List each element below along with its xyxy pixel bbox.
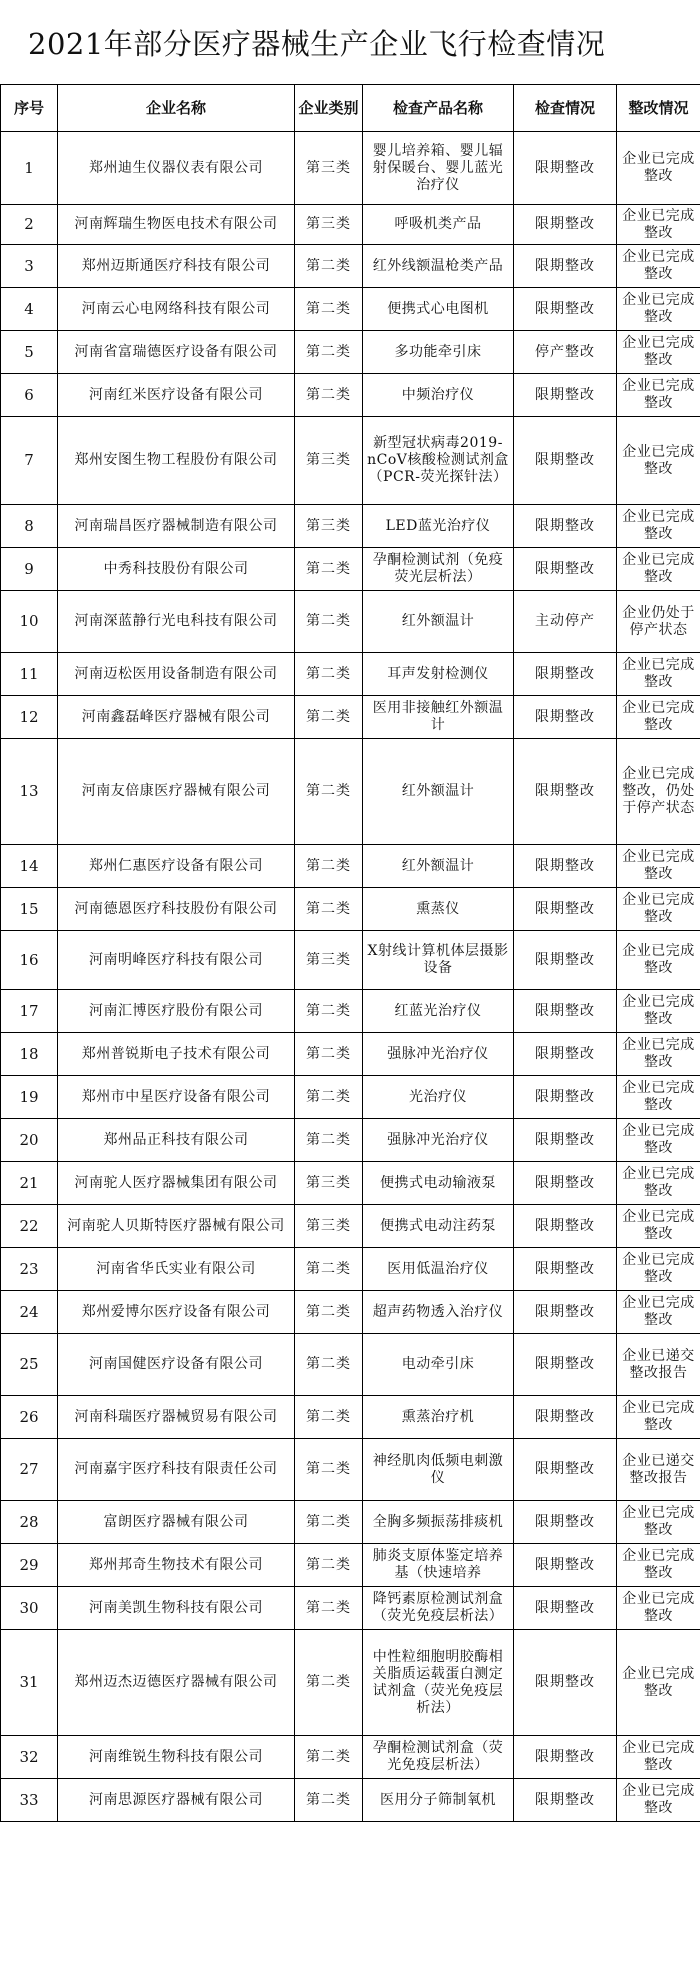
product-name-cell: 婴儿培养箱、婴儿辐射保暖台、婴儿蓝光治疗仪 <box>363 132 514 205</box>
serial-number-cell: 27 <box>1 1439 58 1501</box>
inspection-result-cell: 限期整改 <box>514 990 617 1033</box>
table-row <box>1 931 700 990</box>
company-name-cell: 河南瑞昌医疗器械制造有限公司 <box>58 505 295 548</box>
table-row <box>1 1248 700 1291</box>
company-name-cell: 河南红米医疗设备有限公司 <box>58 374 295 417</box>
company-name-cell: 河南云心电网络科技有限公司 <box>58 288 295 331</box>
inspection-result-cell: 限期整改 <box>514 417 617 505</box>
company-name-cell: 河南国健医疗设备有限公司 <box>58 1334 295 1396</box>
serial-number-cell: 30 <box>1 1587 58 1630</box>
company-name-cell: 河南德恩医疗科技股份有限公司 <box>58 888 295 931</box>
serial-number-cell: 5 <box>1 331 58 374</box>
serial-number-cell: 11 <box>1 653 58 696</box>
company-category-cell: 第二类 <box>295 990 363 1033</box>
header-rectification-status: 整改情况 <box>617 85 700 132</box>
product-name-cell: 强脉冲光治疗仪 <box>363 1033 514 1076</box>
company-name-cell: 河南深蓝静行光电科技有限公司 <box>58 591 295 653</box>
product-name-cell: LED蓝光治疗仪 <box>363 505 514 548</box>
inspection-result-cell: 限期整改 <box>514 1439 617 1501</box>
serial-number-cell: 12 <box>1 696 58 739</box>
product-name-cell: 全胸多频振荡排痰机 <box>363 1501 514 1544</box>
table-row <box>1 653 700 696</box>
serial-number-cell: 24 <box>1 1291 58 1334</box>
product-name-cell: 红外额温计 <box>363 591 514 653</box>
product-name-cell: 便携式电动输液泵 <box>363 1162 514 1205</box>
company-category-cell: 第二类 <box>295 1396 363 1439</box>
serial-number-cell: 22 <box>1 1205 58 1248</box>
serial-number-cell: 32 <box>1 1736 58 1779</box>
product-name-cell: 肺炎支原体鉴定培养基（快速培养 <box>363 1544 514 1587</box>
company-category-cell: 第二类 <box>295 1076 363 1119</box>
table-row <box>1 696 700 739</box>
company-category-cell: 第二类 <box>295 1630 363 1736</box>
company-name-cell: 河南维锐生物科技有限公司 <box>58 1736 295 1779</box>
rectification-status-cell: 企业已完成整改 <box>617 1587 700 1630</box>
product-name-cell: 强脉冲光治疗仪 <box>363 1119 514 1162</box>
header-company-category: 企业类别 <box>295 85 363 132</box>
serial-number-cell: 7 <box>1 417 58 505</box>
inspection-result-cell: 限期整改 <box>514 548 617 591</box>
rectification-status-cell: 企业已完成整改 <box>617 288 700 331</box>
product-name-cell: 超声药物透入治疗仪 <box>363 1291 514 1334</box>
company-category-cell: 第三类 <box>295 205 363 245</box>
rectification-status-cell: 企业已完成整改 <box>617 1779 700 1822</box>
inspection-result-cell: 限期整改 <box>514 288 617 331</box>
inspection-result-cell: 限期整改 <box>514 1587 617 1630</box>
serial-number-cell: 20 <box>1 1119 58 1162</box>
table-row <box>1 1544 700 1587</box>
rectification-status-cell: 企业已完成整改 <box>617 1248 700 1291</box>
inspection-result-cell: 限期整改 <box>514 1291 617 1334</box>
rectification-status-cell: 企业已完成整改 <box>617 696 700 739</box>
company-name-cell: 中秀科技股份有限公司 <box>58 548 295 591</box>
company-name-cell: 郑州迈杰迈德医疗器械有限公司 <box>58 1630 295 1736</box>
rectification-status-cell: 企业已递交整改报告 <box>617 1439 700 1501</box>
company-category-cell: 第二类 <box>295 653 363 696</box>
inspection-result-cell: 限期整改 <box>514 696 617 739</box>
rectification-status-cell: 企业已完成整改 <box>617 653 700 696</box>
rectification-status-cell: 企业已完成整改 <box>617 1291 700 1334</box>
inspection-result-cell: 限期整改 <box>514 1544 617 1587</box>
serial-number-cell: 17 <box>1 990 58 1033</box>
table-row <box>1 1736 700 1779</box>
serial-number-cell: 3 <box>1 245 58 288</box>
table-row <box>1 417 700 505</box>
table-row <box>1 888 700 931</box>
product-name-cell: 降钙素原检测试剂盒（荧光免疫层析法） <box>363 1587 514 1630</box>
product-name-cell: 多功能牵引床 <box>363 331 514 374</box>
table-row <box>1 1501 700 1544</box>
product-name-cell: 红外额温计 <box>363 739 514 845</box>
inspection-result-cell: 限期整改 <box>514 1162 617 1205</box>
company-name-cell: 富朗医疗器械有限公司 <box>58 1501 295 1544</box>
product-name-cell: 电动牵引床 <box>363 1334 514 1396</box>
company-category-cell: 第二类 <box>295 331 363 374</box>
company-category-cell: 第二类 <box>295 245 363 288</box>
company-name-cell: 郑州爱博尔医疗设备有限公司 <box>58 1291 295 1334</box>
inspection-result-cell: 限期整改 <box>514 1501 617 1544</box>
company-name-cell: 郑州安图生物工程股份有限公司 <box>58 417 295 505</box>
serial-number-cell: 33 <box>1 1779 58 1822</box>
inspection-result-cell: 限期整改 <box>514 1630 617 1736</box>
product-name-cell: 医用分子筛制氧机 <box>363 1779 514 1822</box>
company-category-cell: 第二类 <box>295 1248 363 1291</box>
rectification-status-cell: 企业已完成整改 <box>617 931 700 990</box>
rectification-status-cell: 企业仍处于停产状态 <box>617 591 700 653</box>
company-name-cell: 郑州迈斯通医疗科技有限公司 <box>58 245 295 288</box>
rectification-status-cell: 企业已完成整改 <box>617 1544 700 1587</box>
product-name-cell: 红外线额温枪类产品 <box>363 245 514 288</box>
serial-number-cell: 13 <box>1 739 58 845</box>
rectification-status-cell: 企业已完成整改 <box>617 888 700 931</box>
company-category-cell: 第三类 <box>295 505 363 548</box>
serial-number-cell: 14 <box>1 845 58 888</box>
company-category-cell: 第二类 <box>295 888 363 931</box>
header-product-name: 检查产品名称 <box>363 85 514 132</box>
rectification-status-cell: 企业已完成整改 <box>617 1162 700 1205</box>
rectification-status-cell: 企业已完成整改 <box>617 205 700 245</box>
company-category-cell: 第二类 <box>295 739 363 845</box>
company-name-cell: 郑州迪生仪器仪表有限公司 <box>58 132 295 205</box>
company-name-cell: 河南明峰医疗科技有限公司 <box>58 931 295 990</box>
rectification-status-cell: 企业已完成整改 <box>617 132 700 205</box>
serial-number-cell: 16 <box>1 931 58 990</box>
rectification-status-cell: 企业已完成整改，仍处于停产状态 <box>617 739 700 845</box>
document-title: 2021年部分医疗器械生产企业飞行检查情况 <box>28 26 606 61</box>
inspection-result-cell: 限期整改 <box>514 1205 617 1248</box>
rectification-status-cell: 企业已完成整改 <box>617 1396 700 1439</box>
table-body <box>1 132 700 1822</box>
product-name-cell: 孕酮检测试剂盒（荧光免疫层析法） <box>363 1736 514 1779</box>
product-name-cell: 呼吸机类产品 <box>363 205 514 245</box>
company-category-cell: 第二类 <box>295 1736 363 1779</box>
serial-number-cell: 2 <box>1 205 58 245</box>
company-category-cell: 第三类 <box>295 132 363 205</box>
company-category-cell: 第二类 <box>295 374 363 417</box>
company-name-cell: 河南汇博医疗股份有限公司 <box>58 990 295 1033</box>
serial-number-cell: 18 <box>1 1033 58 1076</box>
product-name-cell: 便携式电动注药泵 <box>363 1205 514 1248</box>
serial-number-cell: 10 <box>1 591 58 653</box>
table-row <box>1 548 700 591</box>
serial-number-cell: 23 <box>1 1248 58 1291</box>
rectification-status-cell: 企业已递交整改报告 <box>617 1334 700 1396</box>
company-name-cell: 河南嘉宇医疗科技有限责任公司 <box>58 1439 295 1501</box>
table-row <box>1 1205 700 1248</box>
serial-number-cell: 31 <box>1 1630 58 1736</box>
product-name-cell: 医用非接触红外额温计 <box>363 696 514 739</box>
table-row <box>1 1439 700 1501</box>
table-row <box>1 245 700 288</box>
rectification-status-cell: 企业已完成整改 <box>617 1033 700 1076</box>
product-name-cell: 新型冠状病毒2019-nCoV核酸检测试剂盒（PCR-荧光探针法） <box>363 417 514 505</box>
rectification-status-cell: 企业已完成整改 <box>617 1119 700 1162</box>
rectification-status-cell: 企业已完成整改 <box>617 1501 700 1544</box>
rectification-status-cell: 企业已完成整改 <box>617 417 700 505</box>
company-category-cell: 第二类 <box>295 591 363 653</box>
table-row <box>1 1291 700 1334</box>
inspection-result-cell: 限期整改 <box>514 931 617 990</box>
company-name-cell: 河南思源医疗器械有限公司 <box>58 1779 295 1822</box>
table-row <box>1 1162 700 1205</box>
company-category-cell: 第二类 <box>295 696 363 739</box>
table-row <box>1 374 700 417</box>
company-category-cell: 第二类 <box>295 548 363 591</box>
table-row <box>1 288 700 331</box>
company-category-cell: 第三类 <box>295 417 363 505</box>
inspection-result-cell: 限期整改 <box>514 1334 617 1396</box>
table-row <box>1 739 700 845</box>
company-name-cell: 河南科瑞医疗器械贸易有限公司 <box>58 1396 295 1439</box>
table-row <box>1 1779 700 1822</box>
company-category-cell: 第三类 <box>295 1205 363 1248</box>
company-category-cell: 第三类 <box>295 1162 363 1205</box>
serial-number-cell: 26 <box>1 1396 58 1439</box>
company-category-cell: 第三类 <box>295 931 363 990</box>
inspection-result-cell: 主动停产 <box>514 591 617 653</box>
header-serial-number: 序号 <box>1 85 58 132</box>
table-row <box>1 1033 700 1076</box>
table-row <box>1 505 700 548</box>
company-name-cell: 郑州仁惠医疗设备有限公司 <box>58 845 295 888</box>
inspection-result-cell: 限期整改 <box>514 132 617 205</box>
rectification-status-cell: 企业已完成整改 <box>617 1630 700 1736</box>
table-row <box>1 591 700 653</box>
table-row <box>1 990 700 1033</box>
company-category-cell: 第二类 <box>295 1439 363 1501</box>
inspection-result-cell: 限期整改 <box>514 374 617 417</box>
product-name-cell: 光治疗仪 <box>363 1076 514 1119</box>
table-row <box>1 1587 700 1630</box>
product-name-cell: 红外额温计 <box>363 845 514 888</box>
rectification-status-cell: 企业已完成整改 <box>617 245 700 288</box>
product-name-cell: 中性粒细胞明胶酶相关脂质运载蛋白测定试剂盒（荧光免疫层析法） <box>363 1630 514 1736</box>
company-name-cell: 河南驼人医疗器械集团有限公司 <box>58 1162 295 1205</box>
table-row <box>1 205 700 245</box>
company-name-cell: 郑州邦奇生物技术有限公司 <box>58 1544 295 1587</box>
rectification-status-cell: 企业已完成整改 <box>617 374 700 417</box>
table-row <box>1 1334 700 1396</box>
product-name-cell: X射线计算机体层摄影设备 <box>363 931 514 990</box>
company-name-cell: 河南美凯生物科技有限公司 <box>58 1587 295 1630</box>
rectification-status-cell: 企业已完成整改 <box>617 331 700 374</box>
inspection-result-cell: 限期整改 <box>514 1736 617 1779</box>
company-name-cell: 河南省华氏实业有限公司 <box>58 1248 295 1291</box>
product-name-cell: 神经肌肉低频电刺激仪 <box>363 1439 514 1501</box>
company-name-cell: 河南迈松医用设备制造有限公司 <box>58 653 295 696</box>
serial-number-cell: 1 <box>1 132 58 205</box>
company-category-cell: 第二类 <box>295 1334 363 1396</box>
rectification-status-cell: 企业已完成整改 <box>617 1076 700 1119</box>
company-name-cell: 河南友倍康医疗器械有限公司 <box>58 739 295 845</box>
product-name-cell: 医用低温治疗仪 <box>363 1248 514 1291</box>
company-category-cell: 第二类 <box>295 1033 363 1076</box>
company-name-cell: 河南辉瑞生物医电技术有限公司 <box>58 205 295 245</box>
company-category-cell: 第二类 <box>295 1119 363 1162</box>
company-category-cell: 第二类 <box>295 1291 363 1334</box>
serial-number-cell: 6 <box>1 374 58 417</box>
company-name-cell: 河南驼人贝斯特医疗器械有限公司 <box>58 1205 295 1248</box>
company-name-cell: 河南省富瑞德医疗设备有限公司 <box>58 331 295 374</box>
product-name-cell: 中频治疗仪 <box>363 374 514 417</box>
company-name-cell: 郑州市中星医疗设备有限公司 <box>58 1076 295 1119</box>
serial-number-cell: 28 <box>1 1501 58 1544</box>
product-name-cell: 熏蒸治疗机 <box>363 1396 514 1439</box>
header-company-name: 企业名称 <box>58 85 295 132</box>
inspection-result-cell: 限期整改 <box>514 1248 617 1291</box>
serial-number-cell: 25 <box>1 1334 58 1396</box>
serial-number-cell: 15 <box>1 888 58 931</box>
company-category-cell: 第二类 <box>295 1544 363 1587</box>
table-row <box>1 1076 700 1119</box>
table-row <box>1 132 700 205</box>
serial-number-cell: 19 <box>1 1076 58 1119</box>
company-name-cell: 郑州普锐斯电子技术有限公司 <box>58 1033 295 1076</box>
company-category-cell: 第二类 <box>295 845 363 888</box>
table-row <box>1 1630 700 1736</box>
serial-number-cell: 4 <box>1 288 58 331</box>
header-inspection-result: 检查情况 <box>514 85 617 132</box>
inspection-result-cell: 停产整改 <box>514 331 617 374</box>
inspection-result-cell: 限期整改 <box>514 1119 617 1162</box>
product-name-cell: 耳声发射检测仪 <box>363 653 514 696</box>
serial-number-cell: 29 <box>1 1544 58 1587</box>
inspection-result-cell: 限期整改 <box>514 1396 617 1439</box>
rectification-status-cell: 企业已完成整改 <box>617 505 700 548</box>
serial-number-cell: 8 <box>1 505 58 548</box>
table-row <box>1 1119 700 1162</box>
inspection-result-cell: 限期整改 <box>514 1779 617 1822</box>
table-row <box>1 331 700 374</box>
inspection-result-cell: 限期整改 <box>514 205 617 245</box>
table-row <box>1 845 700 888</box>
serial-number-cell: 9 <box>1 548 58 591</box>
inspection-result-cell: 限期整改 <box>514 505 617 548</box>
rectification-status-cell: 企业已完成整改 <box>617 1736 700 1779</box>
company-category-cell: 第二类 <box>295 288 363 331</box>
inspection-result-cell: 限期整改 <box>514 739 617 845</box>
inspection-result-cell: 限期整改 <box>514 845 617 888</box>
inspection-result-cell: 限期整改 <box>514 1076 617 1119</box>
company-category-cell: 第二类 <box>295 1501 363 1544</box>
product-name-cell: 熏蒸仪 <box>363 888 514 931</box>
rectification-status-cell: 企业已完成整改 <box>617 1205 700 1248</box>
inspection-table <box>0 84 700 1822</box>
inspection-result-cell: 限期整改 <box>514 245 617 288</box>
serial-number-cell: 21 <box>1 1162 58 1205</box>
company-category-cell: 第二类 <box>295 1779 363 1822</box>
table-header-row <box>1 85 700 132</box>
rectification-status-cell: 企业已完成整改 <box>617 845 700 888</box>
company-name-cell: 郑州品正科技有限公司 <box>58 1119 295 1162</box>
product-name-cell: 红蓝光治疗仪 <box>363 990 514 1033</box>
product-name-cell: 孕酮检测试剂（免疫荧光层析法） <box>363 548 514 591</box>
inspection-result-cell: 限期整改 <box>514 1033 617 1076</box>
rectification-status-cell: 企业已完成整改 <box>617 990 700 1033</box>
product-name-cell: 便携式心电图机 <box>363 288 514 331</box>
rectification-status-cell: 企业已完成整改 <box>617 548 700 591</box>
inspection-result-cell: 限期整改 <box>514 653 617 696</box>
table-row <box>1 1396 700 1439</box>
company-name-cell: 河南鑫磊峰医疗器械有限公司 <box>58 696 295 739</box>
company-category-cell: 第二类 <box>295 1587 363 1630</box>
inspection-result-cell: 限期整改 <box>514 888 617 931</box>
